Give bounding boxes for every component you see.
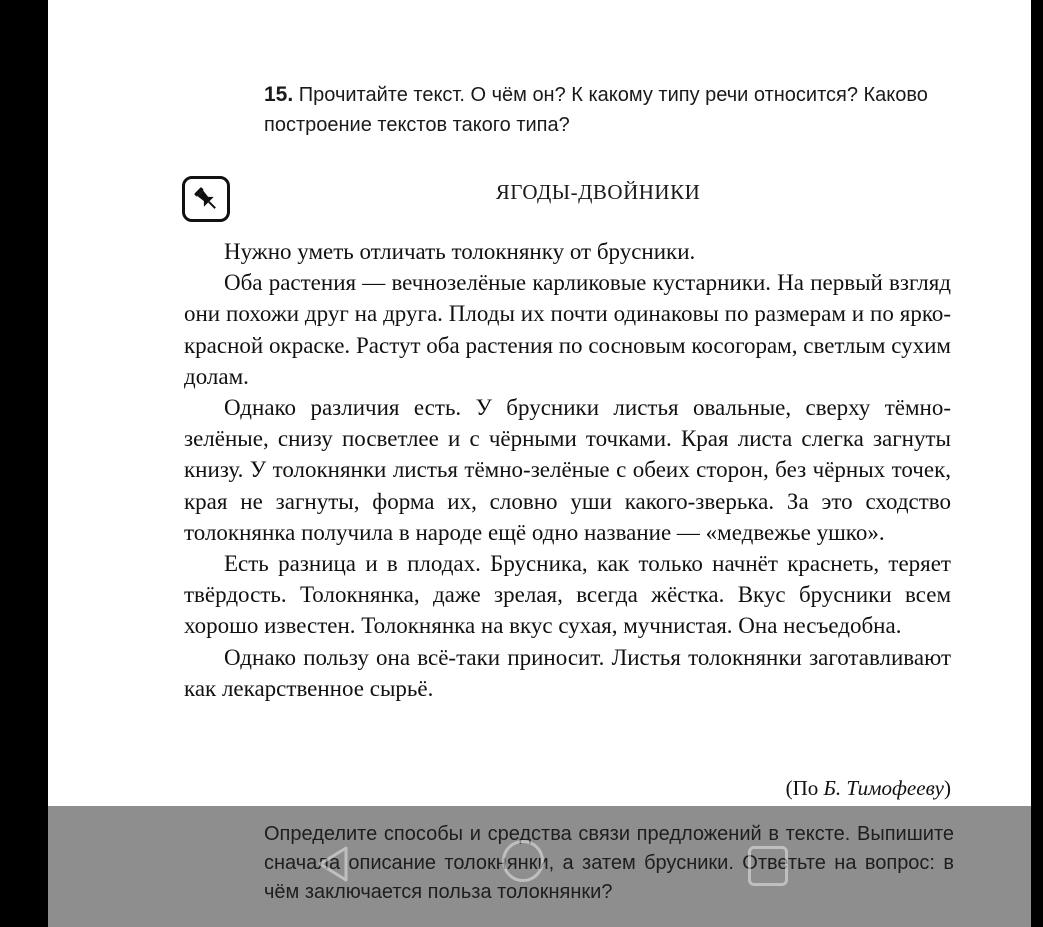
recent-apps-icon[interactable]	[748, 846, 788, 886]
home-icon[interactable]	[502, 840, 544, 882]
task-header-text: Прочитайте текст. О чём он? К какому типу речи относится? Каково построение текстов такого типа?	[264, 84, 928, 136]
back-icon[interactable]	[314, 844, 354, 889]
author-suffix: )	[944, 776, 951, 800]
author-name: Б. Тимофееву	[823, 776, 944, 800]
task-header	[264, 80, 954, 140]
text-body	[184, 236, 951, 704]
text-title: ЯГОДЫ-ДВОЙНИКИ	[495, 180, 701, 204]
paragraph: Однако пользу она всё-таки приносит. Листья толокнянки заготавливают как лекарственное сырьё.	[184, 644, 951, 701]
task-number: 15.	[264, 83, 294, 106]
book-page	[48, 0, 1031, 927]
paragraph: Однако различия есть. У брусники листья овальные, сверху тёмно-зелёные, снизу посветлее и с чёрными точками. Края листа слегка загнуты книзу. У толокнянки листья тёмно-зелёные с обеих сторон, без чёрных точек, края не загнуты, форма их, словно уши какого-зверька. За это сходство толокнянка получила в народе ещё одно название — «медвежье ушко».	[184, 395, 951, 545]
paragraph: Нужно уметь отличать толокнянку от брусники.	[224, 239, 696, 264]
paragraph: Есть разница и в плодах. Брусника, как только начнёт краснеть, теряет твёрдость. Толокнянка, даже зрелая, всегда жёстка. Вкус брусники всем хорошо известен. Толокнянка на вкус сухая, мучнистая. Она несъедобна.	[184, 551, 951, 639]
task-text: Определите способы и средства связи предложений в тексте. Выпишите сначала описание толокнянки, а затем брусники. Ответьте на вопрос: в чём заключается польза толокнянки?	[264, 823, 954, 903]
paragraph: Оба растения — вечнозелёные карликовые кустарники. На первый взгляд они похожи друг на друга. Плоды их почти одинаковы по размерам и по ярко-красной окраске. Растут оба растения по сосновым косогорам, светлым сухим долам.	[184, 270, 951, 389]
author-prefix: (По	[785, 776, 824, 800]
author-attribution	[786, 776, 951, 801]
pushpin-icon	[182, 176, 230, 222]
